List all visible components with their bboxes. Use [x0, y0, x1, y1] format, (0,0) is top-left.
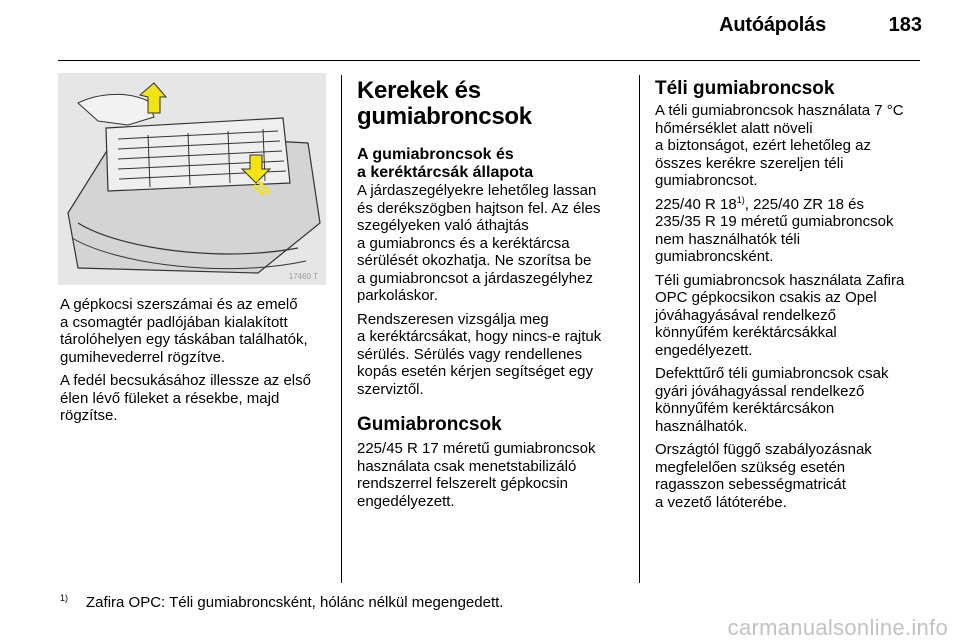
unsuitable-sizes-paragraph [655, 196, 930, 266]
tyre-size-paragraph: 225/45 R 17 méretű gumiabroncsok használata csak menetstabilizáló rendszerrel felszerelt gépkocsin engedélyezett. [357, 440, 596, 510]
runflat-paragraph: Defekttűrő téli gumiabroncsok csak gyári jóváhagyással rendelkező könnyűfém keréktárcsákon használhatók. [655, 365, 889, 435]
subheading-winter-tyres: Téli gumiabroncsok [655, 78, 835, 99]
column-divider-2 [639, 75, 640, 583]
tyre-size-text: 225/40 R 18 [655, 195, 737, 213]
left-column [60, 296, 330, 431]
footnote-text: Zafira OPC: Téli gumiabroncsként, hólánc nélkül megengedett. [86, 594, 504, 611]
column-divider-1 [341, 75, 342, 583]
footnote-reference: 1) [736, 194, 745, 205]
watermark: carmanualsonline.info [727, 615, 948, 640]
inspection-paragraph: Rendszeresen vizsgálja meg a keréktárcsákat, hogy nincs-e rajtuk sérülés. Sérülés vagy rendellenes kopás esetén kérjen segítséget egy szerviztől. [357, 310, 602, 398]
trunk-floor-drawing [58, 73, 326, 285]
unsuitable-sizes-text: , 225/40 ZR 18 és 235/35 R 19 méretű gumiabroncsok nem használhatók téli gumiabroncsként. [655, 195, 894, 265]
opc-paragraph: Téli gumiabroncsok használata Zafira OPC gépkocsikon csakis az Opel jóváhagyásával rendelkező könnyűfém keréktárcsákkal engedélyezett. [655, 271, 905, 359]
subheading-tyres: Gumiabroncsok [357, 414, 502, 435]
section-heading: Kerekek és gumiabroncsok [357, 77, 532, 130]
page-number: 183 [888, 14, 922, 36]
right-column [655, 78, 930, 517]
speed-sticker-paragraph: Országtól függő szabályozásnak megfelelően szükség esetén ragasszon sebességmatricát a vezető látóterébe. [655, 441, 872, 511]
tools-storage-paragraph: A gépkocsi szerszámai és az emelő a csomagtér padlójában kialakított tárolóhelyen egy táskában találhatók, gumihevederrel rögzítve. [60, 296, 308, 366]
page-section-title: Autóápolás [719, 14, 826, 36]
subheading-condition: A gumiabroncsok és a keréktárcsák állapota [357, 146, 534, 181]
footnote [60, 590, 503, 611]
trunk-floor-illustration [58, 73, 326, 285]
header-rule [58, 60, 920, 61]
winter-temperature-paragraph: A téli gumiabroncsok használata 7 °C hőmérséklet alatt növeli a biztonságot, ezért lehetőleg az összes kerékre szereljen téli gumiabroncsot. [655, 102, 904, 189]
curb-paragraph: A járdaszegélyekre lehetőleg lassan és derékszögben hajtson fel. Az éles szegélyeken való áthajtás a gumiabroncs és a keréktárcsa sérülését okozhatja. Ne szorítsa be a gumiabroncsot a járdaszegélyhez parkoláskor. [357, 182, 601, 304]
middle-column [357, 78, 629, 516]
figure-number: 17460 T [288, 272, 318, 281]
cover-closing-paragraph: A fedél becsukásához illessze az első élen lévő füleket a résekbe, majd rögzítse. [60, 372, 311, 424]
footnote-mark: 1) [60, 593, 69, 603]
